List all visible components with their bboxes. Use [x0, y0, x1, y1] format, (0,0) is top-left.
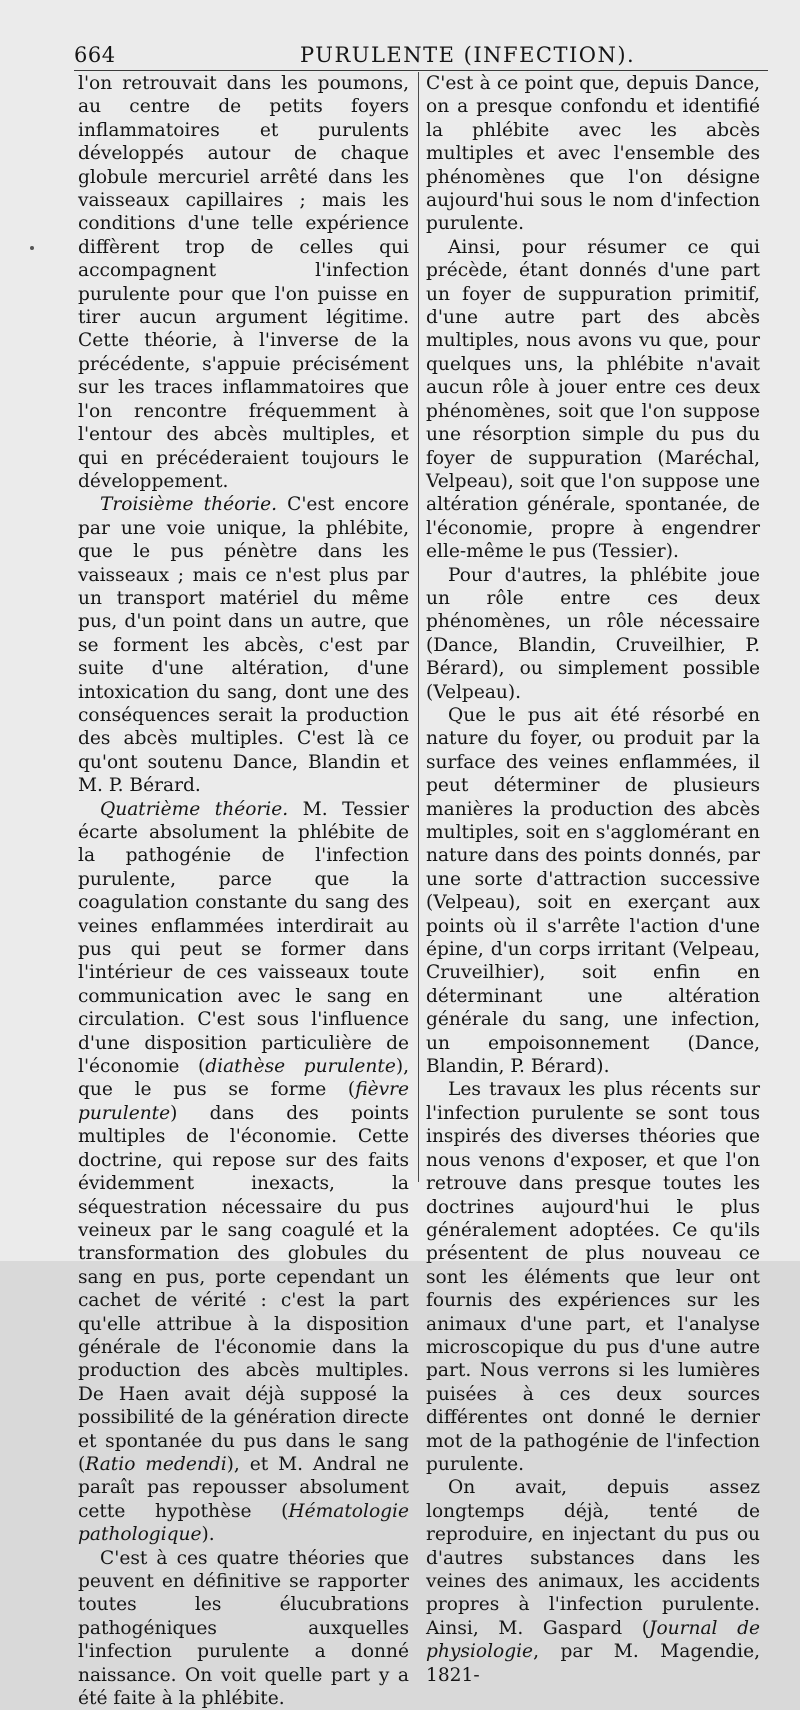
fourth-theory-text-c: ) dans des points multiples de l'économie. Cette doctrine, qui repose sur des faits évidemment inexacts, la séquestration nécessaire du pus veineux par le sang coagulé et la transformation des globules du sang en pus, porte cependant un cachet de vérité : c'est la part qu'elle attribue à la disposition générale de l'économie dans la production des abcès multiples. De Haen avait déjà supposé la possibilité de la génération directe et spontanée du pus dans le sang (: [78, 1102, 409, 1475]
italic-diathese: diathèse purulente: [205, 1056, 396, 1078]
margin-speck: [30, 246, 34, 250]
right-paragraph-2: Ainsi, pour résumer ce qui précède, étant donnés d'une part un foyer de suppuration primitif, d'une autre part des abcès multiples, nous avons vu que, pour quelques uns, la phlébite n'avait aucun rôle à jouer entre ces deux phénomènes, soit que l'on suppose une résorption simple du pus du foyer de suppuration (Maréchal, Velpeau), soit que l'on suppose une altération générale, spontanée, de l'économie, propre à engendrer elle-même le pus (Tessier).: [426, 236, 760, 563]
page-title: PURULENTE (INFECTION).: [300, 43, 636, 67]
left-column: [78, 72, 409, 1710]
right-paragraph-4: Que le pus ait été résorbé en nature du foyer, ou produit par la surface des veines enflammées, il peut déterminer de plusieurs manières la production des abcès multiples, soit en s'agglomérant en nature dans des points donnés, par une sorte d'attraction successive (Velpeau), soit en exerçant aux points où il s'arrête l'action d'une épine, d'un corps irritant (Velpeau, Cruveilhier), soit enfin en déterminant une altération générale du sang, une infection, un empoisonnement (Dance, Blandin, P. Bérard).: [426, 704, 760, 1078]
fourth-theory-text-b: ), que le pus se forme (: [78, 1056, 409, 1101]
italic-hematologie: Hématologie pathologique: [78, 1500, 409, 1546]
left-paragraph-4: C'est à ces quatre théories que peuvent en définitive se rapporter toutes les élucubrations pathogéniques auxquelles l'infection purulente a donné naissance. On voit quelle part y a été faite à la phlébite.: [78, 1547, 409, 1710]
running-head: [74, 40, 770, 70]
left-paragraph-2: [78, 493, 409, 797]
right-paragraph-1: C'est à ce point que, depuis Dance, on a presque confondu et identifié la phlébite avec les abcès multiples et avec l'ensemble des phénomènes que l'on désigne aujourd'hui sous le nom d'infection purulente.: [426, 73, 760, 235]
right-column: [426, 72, 760, 1687]
fourth-theory-text-e: ).: [201, 1524, 215, 1546]
header-rule: [74, 70, 768, 71]
right-paragraph-3: Pour d'autres, la phlébite joue un rôle entre ces deux phénomènes, un rôle nécessaire (Dance, Blandin, Cruveilhier, P. Bérard), ou simplement possible (Velpeau).: [426, 564, 760, 703]
left-paragraph-3: [78, 798, 409, 1547]
column-divider: [418, 72, 419, 1182]
third-theory-text: C'est encore par une voie unique, la phlébite, que le pus pénètre dans les vaisseaux ; mais ce n'est plus par un transport matériel du même pus, d'un point dans un autre, que se forment les abcès, c'est par suite d'une altération, d'une intoxication du sang, dont une des conséquences serait la production des abcès multiples. C'est là ce qu'ont soutenu Dance, Blandin et M. P. Bérard.: [78, 494, 409, 797]
italic-journal: Journal de physiologie: [426, 1617, 760, 1663]
gaspard-text: On avait, depuis assez longtemps déjà, tenté de reproduire, en injectant du pus ou d'autres substances dans les veines des animaux, les accidents propres à l'infection purulente. Ainsi, M. Gaspard (: [426, 1477, 760, 1639]
fourth-theory-text-d: ), et M. Andral ne paraît pas repousser absolument cette hypothèse (: [78, 1453, 410, 1522]
right-paragraph-5: Les travaux les plus récents sur l'infection purulente se sont tous inspirés des diverses théories que nous venons d'exposer, et que l'on retrouve dans presque toutes les doctrines aujourd'hui le plus généralement adoptées. Ce qu'ils présentent de plus nouveau ce sont les éléments que leur ont fournis des expériences sur les animaux d'une part, et l'analyse microscopique du pus d'une autre part. Nous verrons si les lumières puisées à ces deux sources différentes ont donné le dernier mot de la pathogénie de l'infection purulente.: [426, 1079, 760, 1475]
fourth-theory-text-a: M. Tessier écarte absolument la phlébite de la pathogénie de l'infection purulente, parce que la coagulation constante du sang des veines enflammées interdirait au pus qui peut se former dans l'intérieur de ces vaisseaux toute communication avec le sang en circulation. C'est sous l'influence d'une disposition particulière de l'économie (: [78, 798, 409, 1078]
third-theory-heading: Troisième théorie.: [100, 494, 278, 516]
italic-ratio-medendi: Ratio medendi: [85, 1453, 227, 1475]
gaspard-tail: , par M. Magendie, 1821-: [426, 1641, 760, 1686]
page-number: 664: [74, 43, 116, 67]
fourth-theory-heading: Quatrième théorie.: [100, 798, 289, 820]
italic-fievre: fièvre purulente: [78, 1079, 409, 1124]
right-paragraph-6: [426, 1476, 760, 1687]
left-paragraph-1: l'on retrouvait dans les poumons, au centre de petits foyers inflammatoires et purulents développés autour de chaque globule mercuriel arrêté dans les vaisseaux capillaires ; mais les conditions d'une telle expérience diffèrent trop de celles qui accompagnent l'infection purulente pour que l'on puisse en tirer aucun argument légitime. Cette théorie, à l'inverse de la précédente, s'appuie précisément sur les traces inflammatoires que l'on rencontre fréquemment à l'entour des abcès multiples, et qui en précéderaient toujours le développement.: [78, 73, 409, 492]
